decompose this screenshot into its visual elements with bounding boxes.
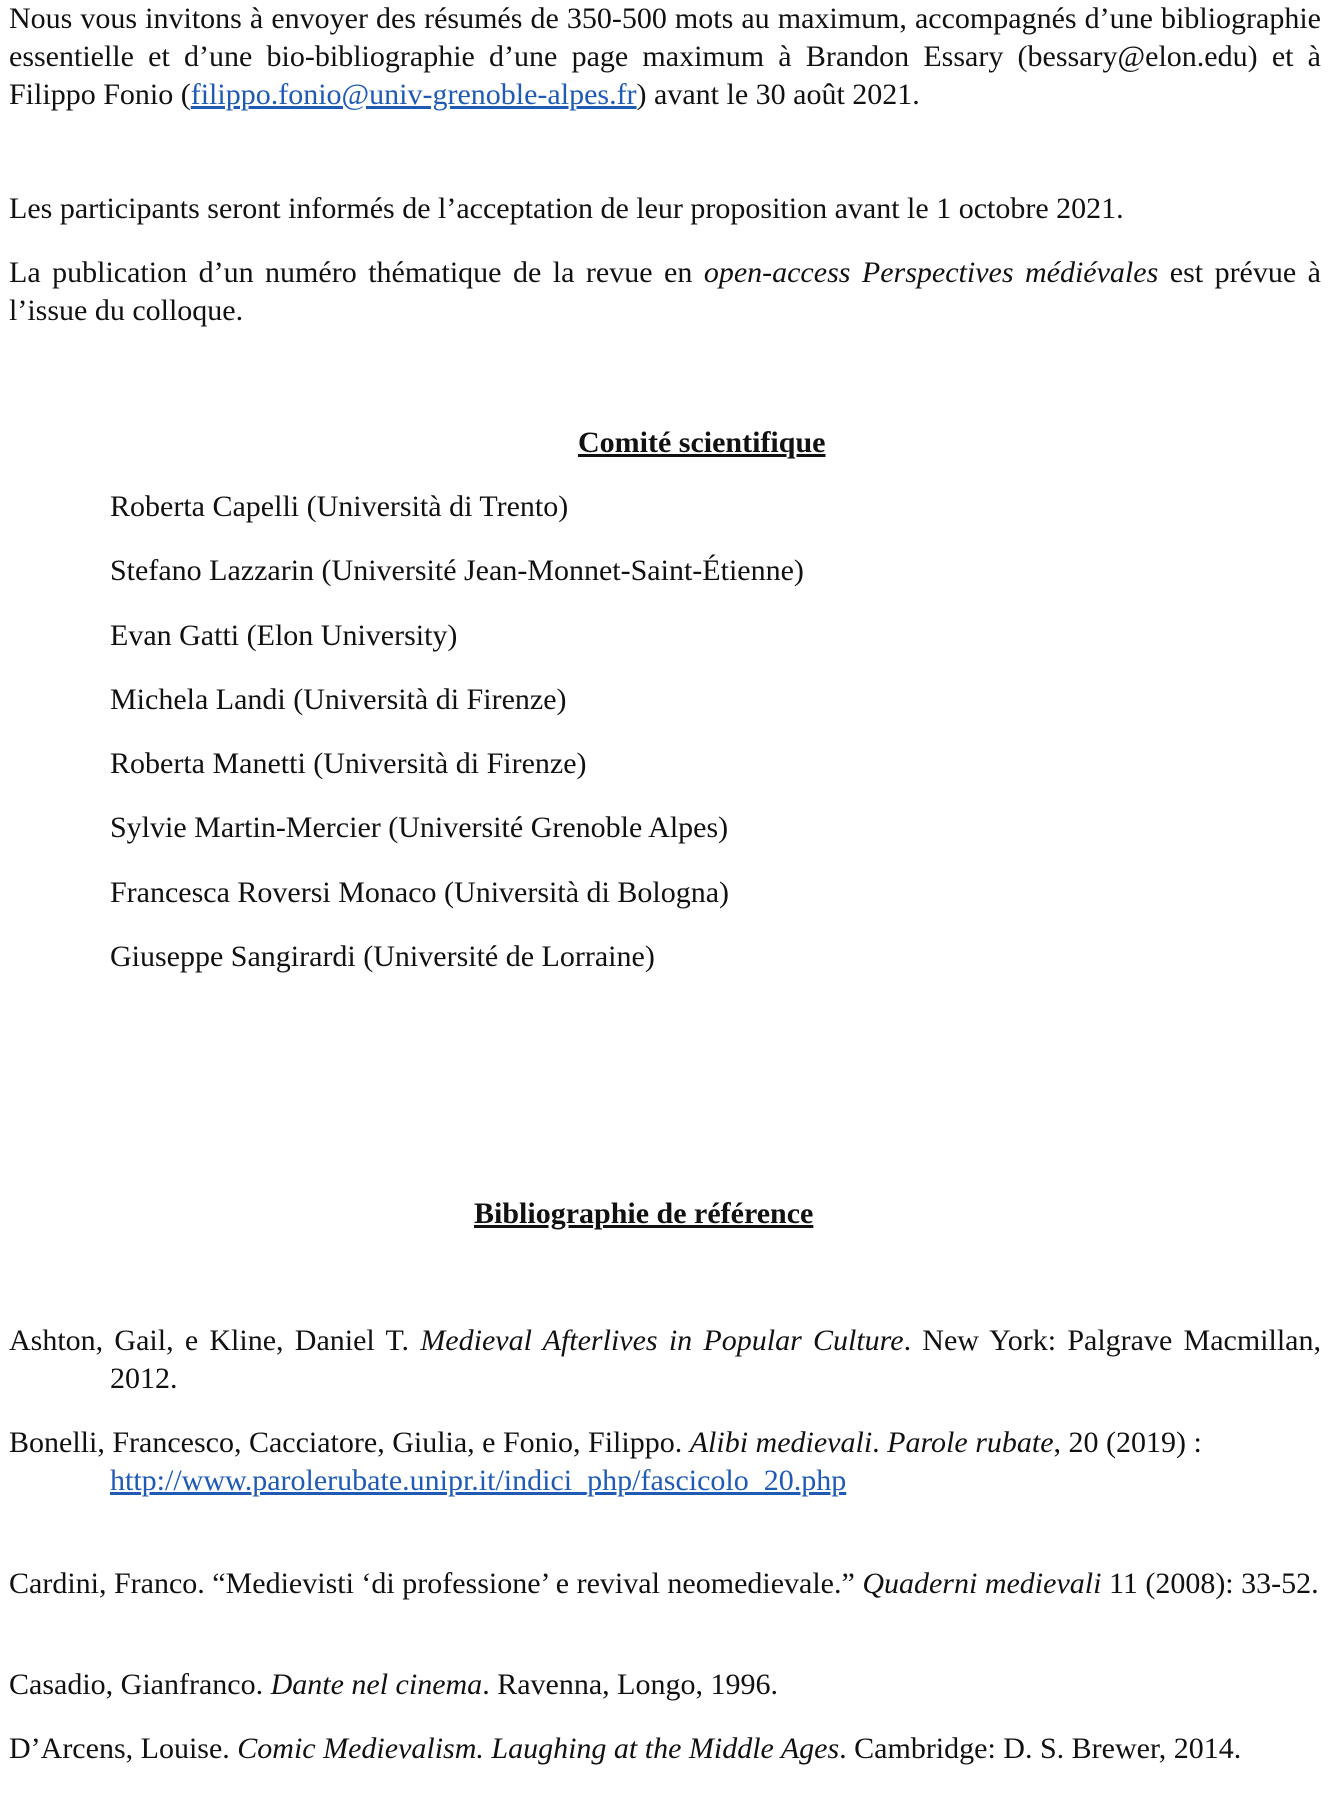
entry-text: Casadio, Gianfranco. (9, 1668, 271, 1701)
bibliography-entry (9, 1322, 1321, 1398)
entry-text: . (872, 1426, 888, 1459)
intro-text: La publication d’un numéro thématique de la revue en (9, 256, 704, 289)
intro-text: Nous vous invitons à envoyer des résumés de 350-500 mots au maximum, accompagnés d’une bibliographie essentielle et d’une bio-bibliographie d’une page maximum à Brandon Essary (bessary@elon.edu) et à Filippo Fonio ( (9, 2, 1321, 111)
entry-title: Medieval Afterlives in Popular Culture (420, 1324, 904, 1357)
committee-member: Roberta Manetti (Università di Firenze) (110, 747, 587, 781)
entry-title: Comic Medievalism. Laughing at the Middle Ages (237, 1732, 840, 1765)
entry-title: Alibi medievali (689, 1426, 873, 1459)
entry-text: 11 (2008): 33-52. (1101, 1567, 1319, 1600)
intro-paragraph-notification: Les participants seront informés de l’acceptation de leur proposition avant le 1 octobre 2021. (9, 192, 1124, 225)
entry-title: Dante nel cinema (270, 1668, 483, 1701)
committee-member: Giuseppe Sangirardi (Université de Lorraine) (110, 940, 655, 974)
entry-text: Bonelli, Francesco, Cacciatore, Giulia, e Fonio, Filippo. (9, 1426, 690, 1459)
committee-member: Roberta Capelli (Università di Trento) (110, 490, 569, 523)
bibliography-heading: Bibliographie de référence (474, 1197, 814, 1230)
committee-member: Sylvie Martin-Mercier (Université Grenoble Alpes) (110, 811, 729, 845)
bibliography-entry (9, 1666, 1321, 1704)
bibliography-entry (9, 1424, 1321, 1500)
email-link-fonio[interactable]: filippo.fonio@univ-grenoble-alpes.fr (190, 78, 637, 111)
committee-list (110, 488, 804, 1002)
bibliography-entry (9, 1565, 1321, 1603)
intro-paragraph-submission (9, 0, 1321, 114)
entry-text: , 20 (2019) : (1053, 1426, 1202, 1459)
entry-text: . New York: Palgrave Macmillan, 2012. (110, 1324, 1321, 1395)
committee-member: Michela Landi (Università di Firenze) (110, 682, 567, 716)
intro-text: ) avant le 30 août 2021. (636, 78, 920, 111)
intro-text: est prévue à l’issue du colloque. (9, 256, 1321, 327)
url-link-parolerubate[interactable]: http://www.parolerubate.unipr.it/indici_php/fascicolo_20.php (110, 1464, 847, 1497)
bibliography-entry (9, 1730, 1321, 1768)
entry-text: D’Arcens, Louise. (9, 1732, 238, 1765)
entry-text: Cardini, Franco. “Medievisti ‘di professione’ e revival neomedievale.” (9, 1567, 863, 1600)
entry-text: Ashton, Gail, e Kline, Daniel T. (9, 1324, 421, 1357)
intro-paragraph-publication (9, 254, 1321, 330)
entry-journal: Parole rubate (887, 1426, 1054, 1459)
entry-journal: Quaderni medievali (862, 1567, 1102, 1600)
entry-text: . Ravenna, Longo, 1996. (482, 1668, 778, 1701)
journal-title: open-access Perspectives médiévales (703, 256, 1159, 289)
committee-member: Francesca Roversi Monaco (Università di Bologna) (110, 875, 729, 909)
committee-member: Stefano Lazzarin (Université Jean-Monnet-Saint-Étienne) (110, 554, 804, 588)
entry-text: . Cambridge: D. S. Brewer, 2014. (839, 1732, 1242, 1765)
committee-heading: Comité scientifique (578, 426, 826, 459)
committee-member: Evan Gatti (Elon University) (110, 618, 458, 652)
